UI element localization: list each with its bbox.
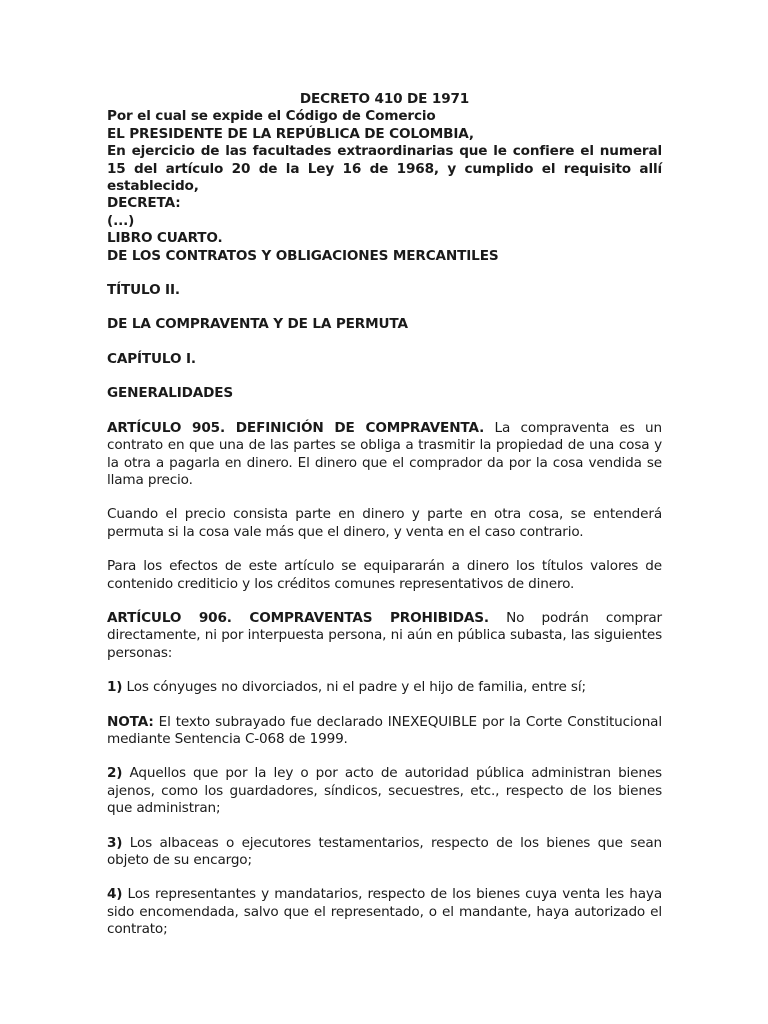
decree-header (107, 108, 662, 265)
spacer (107, 593, 662, 610)
header-libro: LIBRO CUARTO. (107, 230, 223, 247)
list-item (107, 679, 662, 696)
spacer (107, 662, 662, 679)
capitulo-name-heading: GENERALIDADES (107, 385, 234, 402)
article-905 (107, 420, 662, 490)
list-item-number: 2) (107, 765, 123, 782)
article-905-text: La compraventa es un contrato en que una de las partes se obliga a trasmitir la propiedad de una cosa y la otra a pagarla en dinero. El dinero que el comprador da por la cosa vendida se llama precio. (107, 419, 662, 488)
article-906-label: ARTÍCULO 906. COMPRAVENTAS PROHIBIDAS. (107, 609, 489, 626)
list-item-text: Los albaceas o ejecutores testamentarios, respecto de los bienes que sean objeto de su encargo; (107, 834, 662, 868)
spacer (107, 265, 662, 282)
spacer (107, 541, 662, 558)
list-item-number: 1) (107, 679, 123, 696)
document-page (107, 91, 662, 939)
header-purpose: Por el cual se expide el Código de Comercio (107, 108, 436, 125)
paragraph-permuta: Cuando el precio consista parte en dinero y parte en otra cosa, se entenderá permuta si la cosa vale más que el dinero, y venta en el caso contrario. (107, 506, 662, 540)
note-paragraph (107, 714, 662, 749)
capitulo-heading: CAPÍTULO I. (107, 350, 196, 367)
list-item (107, 765, 662, 817)
list-item-text: Los cónyuges no divorciados, ni el padre y el hijo de familia, entre sí; (122, 679, 586, 696)
header-faculties: En ejercicio de las facultades extraordinarias que le confiere el numeral 15 del artículo 20 de la Ley 16 de 1968, y cumplido el requisito allí establecido, (107, 143, 662, 195)
list-item (107, 886, 662, 938)
spacer (107, 818, 662, 835)
header-decreta: DECRETA: (107, 195, 181, 212)
spacer (107, 403, 662, 420)
titulo-name-heading: DE LA COMPRAVENTA Y DE LA PERMUTA (107, 316, 408, 333)
spacer (107, 869, 662, 886)
spacer (107, 489, 662, 506)
spacer (107, 748, 662, 765)
article-905-label: ARTÍCULO 905. DEFINICIÓN DE COMPRAVENTA. (107, 419, 485, 436)
spacer (107, 334, 662, 351)
document-title: DECRETO 410 DE 1971 (299, 91, 470, 107)
list-item (107, 835, 662, 870)
header-ellipsis: (...) (107, 212, 135, 229)
paragraph-titulos-valores: Para los efectos de este artículo se equipararán a dinero los títulos valores de contenido crediticio y los créditos comunes representativos de dinero. (107, 558, 662, 592)
list-item-number: 3) (107, 834, 123, 851)
note-label: NOTA: (107, 713, 154, 730)
header-president: EL PRESIDENTE DE LA REPÚBLICA DE COLOMBIA, (107, 125, 474, 142)
list-item-number: 4) (107, 886, 123, 903)
note-text: El texto subrayado fue declarado INEXEQUIBLE por la Corte Constitucional mediante Sentencia C-068 de 1999. (107, 713, 662, 747)
spacer (107, 299, 662, 316)
spacer (107, 697, 662, 714)
list-item-text: Aquellos que por la ley o por acto de autoridad pública administran bienes ajenos, como los guardadores, síndicos, secuestres, etc., respecto de los bienes que administran; (107, 765, 662, 817)
titulo-heading: TÍTULO II. (107, 282, 180, 299)
spacer (107, 368, 662, 385)
list-item-text: Los representantes y mandatarios, respecto de los bienes cuya venta les haya sido encomendada, salvo que el representado, o el mandante, haya autorizado el contrato; (107, 886, 662, 938)
header-libro-name: DE LOS CONTRATOS Y OBLIGACIONES MERCANTILES (107, 247, 499, 264)
article-906 (107, 610, 662, 662)
article-906-text: No podrán comprar directamente, ni por interpuesta persona, ni aún en pública subasta, las siguientes personas: (107, 609, 662, 661)
